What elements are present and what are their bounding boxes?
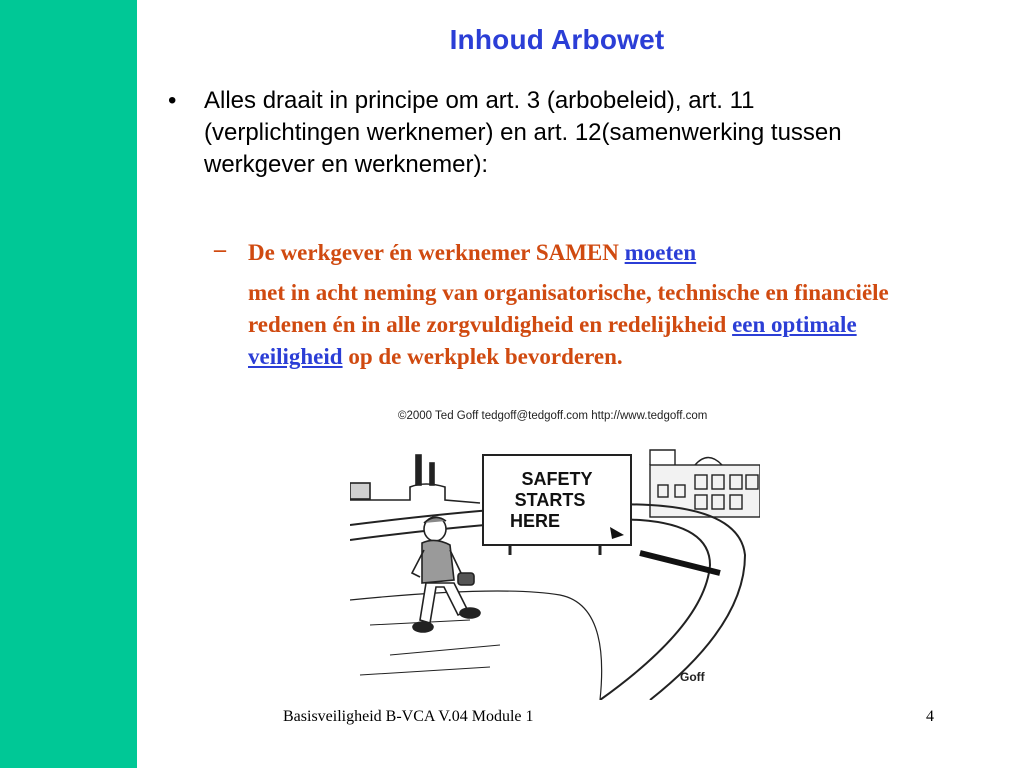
sign-line-1: SAFETY — [521, 469, 593, 489]
sign-line-3: HERE — [509, 511, 561, 531]
main-bullet — [168, 85, 908, 181]
sub-bullet-dash: – — [214, 237, 226, 263]
footer-text: Basisveiligheid B-VCA V.04 Module 1 — [283, 708, 534, 725]
sub-paragraph-text-after: op de werkplek bevorderen. — [342, 344, 623, 369]
sub-heading-text: De werkgever én werknemer SAMEN — [248, 240, 625, 265]
optimale-veiligheid-link[interactable]: een optimale veiligheid — [248, 312, 857, 369]
sub-bullet-heading — [248, 237, 948, 269]
sub-paragraph-text-before: met in acht neming van organisatorische, technische en financiële redenen én in alle zorgvuldigheid en redelijkheid — [248, 280, 889, 337]
sign-line-2: STARTS — [514, 490, 586, 510]
bullet-text: Alles draait in principe om art. 3 (arbobeleid), art. 11 (verplichtingen werknemer) en art. 12(samenwerking tussen werkgever en werknemer): — [204, 87, 842, 178]
sub-bullet-paragraph — [248, 277, 948, 373]
bullet-marker: • — [168, 87, 177, 114]
moeten-link[interactable]: moeten — [624, 240, 697, 265]
page-number: 4 — [926, 708, 934, 725]
sidebar-accent-bar — [0, 0, 137, 768]
slide-title: Inhoud Arbowet — [449, 24, 665, 55]
safety-sign — [483, 455, 631, 555]
cartoon-signature: Goff — [680, 670, 705, 684]
safety-cartoon — [350, 405, 760, 700]
cartoon-credit: ©2000 Ted Goff tedgoff@tedgoff.com http://www.tedgoff.com — [398, 410, 708, 422]
